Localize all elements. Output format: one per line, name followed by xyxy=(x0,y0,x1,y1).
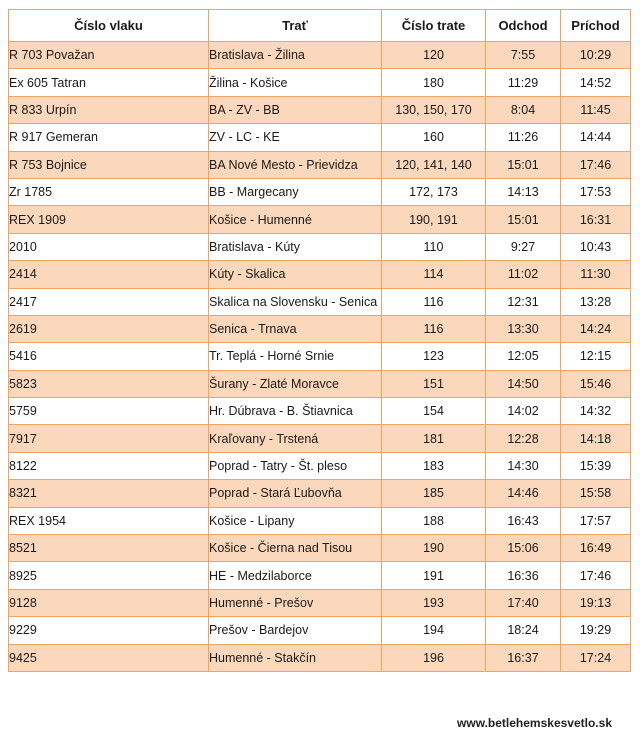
cell-route: BA Nové Mesto - Prievidza xyxy=(209,151,382,178)
cell-arrival: 13:28 xyxy=(561,288,631,315)
table-row xyxy=(9,69,631,96)
cell-departure: 11:29 xyxy=(486,69,561,96)
cell-departure: 12:28 xyxy=(486,425,561,452)
cell-arrival: 11:45 xyxy=(561,96,631,123)
cell-route: Košice - Čierna nad Tisou xyxy=(209,535,382,562)
cell-train: 5759 xyxy=(9,398,209,425)
cell-line-number: 196 xyxy=(382,644,486,671)
header-route: Trať xyxy=(209,10,382,42)
cell-line-number: 116 xyxy=(382,315,486,342)
train-timetable xyxy=(8,9,631,672)
cell-arrival: 17:53 xyxy=(561,178,631,205)
header-train: Číslo vlaku xyxy=(9,10,209,42)
table-row xyxy=(9,288,631,315)
cell-departure: 14:30 xyxy=(486,452,561,479)
table-row xyxy=(9,480,631,507)
table-row xyxy=(9,206,631,233)
cell-route: Bratislava - Kúty xyxy=(209,233,382,260)
cell-arrival: 19:29 xyxy=(561,617,631,644)
cell-line-number: 180 xyxy=(382,69,486,96)
cell-departure: 15:01 xyxy=(486,151,561,178)
cell-train: 2619 xyxy=(9,315,209,342)
header-departure: Odchod xyxy=(486,10,561,42)
cell-line-number: 151 xyxy=(382,370,486,397)
cell-train: 9229 xyxy=(9,617,209,644)
table-row xyxy=(9,178,631,205)
cell-route: HE - Medzilaborce xyxy=(209,562,382,589)
cell-arrival: 14:52 xyxy=(561,69,631,96)
table-row xyxy=(9,315,631,342)
cell-route: Hr. Dúbrava - B. Štiavnica xyxy=(209,398,382,425)
cell-arrival: 10:29 xyxy=(561,42,631,69)
cell-route: Tr. Teplá - Horné Srnie xyxy=(209,343,382,370)
cell-train: 8521 xyxy=(9,535,209,562)
cell-line-number: 172, 173 xyxy=(382,178,486,205)
cell-arrival: 17:46 xyxy=(561,151,631,178)
cell-route: Košice - Lipany xyxy=(209,507,382,534)
cell-departure: 14:46 xyxy=(486,480,561,507)
cell-departure: 12:31 xyxy=(486,288,561,315)
table-row xyxy=(9,370,631,397)
cell-train: Ex 605 Tatran xyxy=(9,69,209,96)
cell-train: REX 1954 xyxy=(9,507,209,534)
cell-line-number: 123 xyxy=(382,343,486,370)
table-row xyxy=(9,96,631,123)
cell-route: BA - ZV - BB xyxy=(209,96,382,123)
cell-departure: 9:27 xyxy=(486,233,561,260)
cell-departure: 8:04 xyxy=(486,96,561,123)
table-row xyxy=(9,233,631,260)
cell-departure: 12:05 xyxy=(486,343,561,370)
cell-arrival: 16:31 xyxy=(561,206,631,233)
cell-route: Šurany - Zlaté Moravce xyxy=(209,370,382,397)
cell-train: 8122 xyxy=(9,452,209,479)
cell-line-number: 194 xyxy=(382,617,486,644)
header-row xyxy=(9,10,631,42)
cell-arrival: 10:43 xyxy=(561,233,631,260)
cell-line-number: 185 xyxy=(382,480,486,507)
cell-line-number: 114 xyxy=(382,261,486,288)
cell-departure: 16:36 xyxy=(486,562,561,589)
cell-line-number: 116 xyxy=(382,288,486,315)
table-row xyxy=(9,261,631,288)
cell-train: 8321 xyxy=(9,480,209,507)
header-arrival: Príchod xyxy=(561,10,631,42)
cell-route: Prešov - Bardejov xyxy=(209,617,382,644)
header-line-number: Číslo trate xyxy=(382,10,486,42)
cell-arrival: 11:30 xyxy=(561,261,631,288)
cell-train: 5823 xyxy=(9,370,209,397)
cell-train: Zr 1785 xyxy=(9,178,209,205)
table-row xyxy=(9,124,631,151)
cell-departure: 17:40 xyxy=(486,589,561,616)
cell-departure: 11:26 xyxy=(486,124,561,151)
cell-line-number: 188 xyxy=(382,507,486,534)
cell-arrival: 15:58 xyxy=(561,480,631,507)
cell-route: Humenné - Stakčín xyxy=(209,644,382,671)
cell-train: R 753 Bojnice xyxy=(9,151,209,178)
table-row xyxy=(9,425,631,452)
cell-train: R 917 Gemeran xyxy=(9,124,209,151)
cell-route: Košice - Humenné xyxy=(209,206,382,233)
table-row xyxy=(9,644,631,671)
cell-line-number: 154 xyxy=(382,398,486,425)
cell-arrival: 16:49 xyxy=(561,535,631,562)
cell-line-number: 193 xyxy=(382,589,486,616)
cell-departure: 15:01 xyxy=(486,206,561,233)
cell-arrival: 14:44 xyxy=(561,124,631,151)
cell-train: REX 1909 xyxy=(9,206,209,233)
cell-departure: 18:24 xyxy=(486,617,561,644)
cell-train: 2010 xyxy=(9,233,209,260)
cell-line-number: 191 xyxy=(382,562,486,589)
table-row xyxy=(9,343,631,370)
table-row xyxy=(9,562,631,589)
cell-departure: 13:30 xyxy=(486,315,561,342)
cell-route: Senica - Trnava xyxy=(209,315,382,342)
cell-departure: 7:55 xyxy=(486,42,561,69)
cell-train: 8925 xyxy=(9,562,209,589)
cell-line-number: 183 xyxy=(382,452,486,479)
cell-route: ZV - LC - KE xyxy=(209,124,382,151)
cell-train: 2417 xyxy=(9,288,209,315)
cell-route: Poprad - Stará Ľubovňa xyxy=(209,480,382,507)
table-row xyxy=(9,535,631,562)
cell-line-number: 190 xyxy=(382,535,486,562)
cell-departure: 14:50 xyxy=(486,370,561,397)
cell-line-number: 120, 141, 140 xyxy=(382,151,486,178)
cell-train: R 703 Považan xyxy=(9,42,209,69)
table-row xyxy=(9,452,631,479)
cell-line-number: 181 xyxy=(382,425,486,452)
cell-arrival: 15:39 xyxy=(561,452,631,479)
table-row xyxy=(9,42,631,69)
cell-train: R 833 Urpín xyxy=(9,96,209,123)
table-row xyxy=(9,398,631,425)
cell-line-number: 110 xyxy=(382,233,486,260)
cell-line-number: 130, 150, 170 xyxy=(382,96,486,123)
cell-departure: 11:02 xyxy=(486,261,561,288)
cell-route: Humenné - Prešov xyxy=(209,589,382,616)
table-row xyxy=(9,151,631,178)
cell-route: Kúty - Skalica xyxy=(209,261,382,288)
cell-departure: 16:43 xyxy=(486,507,561,534)
cell-arrival: 15:46 xyxy=(561,370,631,397)
table-row xyxy=(9,507,631,534)
cell-departure: 16:37 xyxy=(486,644,561,671)
cell-arrival: 12:15 xyxy=(561,343,631,370)
cell-route: Kraľovany - Trstená xyxy=(209,425,382,452)
cell-train: 9425 xyxy=(9,644,209,671)
table-row xyxy=(9,617,631,644)
cell-route: Bratislava - Žilina xyxy=(209,42,382,69)
cell-route: Poprad - Tatry - Št. pleso xyxy=(209,452,382,479)
cell-train: 7917 xyxy=(9,425,209,452)
cell-line-number: 160 xyxy=(382,124,486,151)
timetable-container xyxy=(8,9,630,672)
timetable-body xyxy=(9,42,631,672)
cell-arrival: 14:32 xyxy=(561,398,631,425)
cell-route: Žilina - Košice xyxy=(209,69,382,96)
cell-arrival: 17:24 xyxy=(561,644,631,671)
cell-arrival: 17:46 xyxy=(561,562,631,589)
cell-line-number: 120 xyxy=(382,42,486,69)
cell-arrival: 14:24 xyxy=(561,315,631,342)
cell-arrival: 19:13 xyxy=(561,589,631,616)
cell-train: 9128 xyxy=(9,589,209,616)
cell-arrival: 17:57 xyxy=(561,507,631,534)
cell-route: BB - Margecany xyxy=(209,178,382,205)
cell-train: 5416 xyxy=(9,343,209,370)
cell-departure: 15:06 xyxy=(486,535,561,562)
cell-departure: 14:02 xyxy=(486,398,561,425)
cell-arrival: 14:18 xyxy=(561,425,631,452)
cell-train: 2414 xyxy=(9,261,209,288)
cell-route: Skalica na Slovensku - Senica xyxy=(209,288,382,315)
cell-line-number: 190, 191 xyxy=(382,206,486,233)
website-url: www.betlehemskesvetlo.sk xyxy=(457,716,612,730)
cell-departure: 14:13 xyxy=(486,178,561,205)
table-row xyxy=(9,589,631,616)
